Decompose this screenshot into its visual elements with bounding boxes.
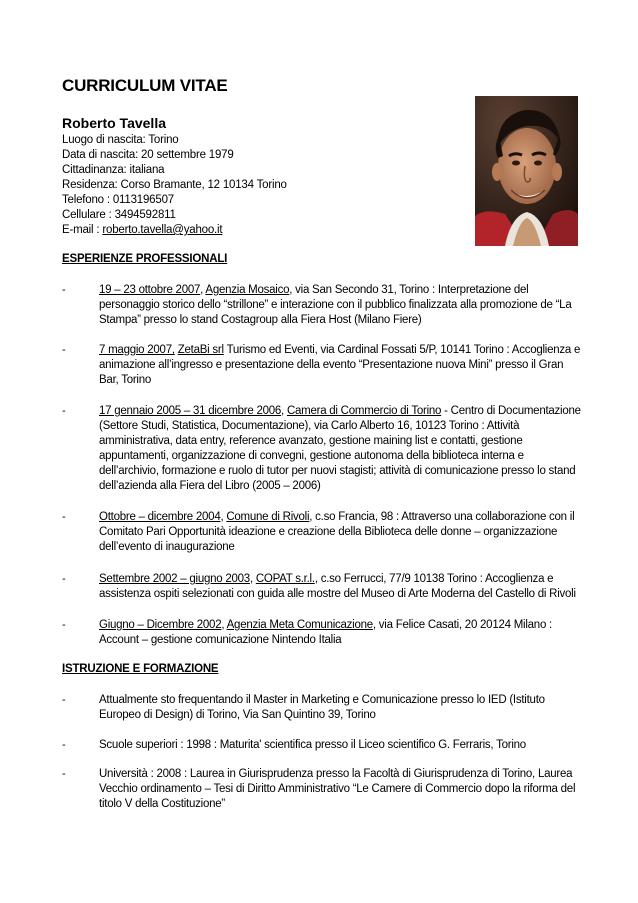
experience-description: , via Felice Casati, 20 20124 Milano : Account – gestione comunicazione Nintendo Italia bbox=[99, 619, 552, 646]
bullet-dash: - bbox=[62, 405, 66, 417]
education-description: Scuole superiori : 1998 : Maturita' scientifica presso il Liceo scientifico G. Ferraris, Torino bbox=[99, 739, 526, 751]
experience-date: 7 maggio 2007, bbox=[99, 344, 175, 356]
experience-description: , c.so Francia, 98 : Attraverso una collaborazione con il Comitato Pari Opportunità ideazione e creazione della Biblioteca delle donne – organizzazione dell’evento di inaugurazione bbox=[99, 511, 575, 553]
separator: , bbox=[221, 619, 227, 631]
bullet-dash: - bbox=[62, 694, 66, 706]
mobile: Cellulare : 3494592811 bbox=[62, 209, 176, 221]
experience-description: , c.so Ferrucci, 77/9 10138 Torino : Accoglienza e assistenza ospiti selezionati con guida alle mostre del Museo di Arte Moderna del Castello di Rivoli bbox=[99, 573, 576, 600]
email-line bbox=[62, 223, 287, 238]
email-link[interactable]: roberto.tavella@yahoo.it bbox=[102, 224, 223, 236]
portrait-image bbox=[475, 96, 578, 246]
education-list bbox=[62, 767, 582, 812]
education-description: Attualmente sto frequentando il Master in Marketing e Comunicazione presso lo IED (Istituto Europeo di Design) di Torino, Via San Quintino 39, Torino bbox=[99, 694, 545, 721]
experience-org: ZetaBi srl bbox=[177, 344, 224, 356]
experience-org: Agenzia Mosaico bbox=[205, 284, 290, 296]
experience-org: Agenzia Meta Comunicazione bbox=[226, 619, 373, 631]
document-title: CURRICULUM VITAE bbox=[62, 76, 228, 95]
experience-heading: ESPERIENZE PROFESSIONALI bbox=[62, 253, 228, 265]
birthplace: Luogo di nascita: Torino bbox=[62, 134, 179, 146]
experience-description: - Centro di Documentazione (Settore Studi, Statistica, Documentazione), via Carlo Alberto 16, 10123 Torino : Attività amministrativa, data entry, reference avanzato, gestione maining list e contatti, gestione appuntamenti, organizzazione di convegni, gestione autonoma della biblioteca interna e dell’archivio, formazione e ruolo di tutor per nuovi stagisti; attività di comunicazione presso lo stand dell’azienda alla Fiera del Libro (2005 – 2006) bbox=[99, 405, 581, 492]
bullet-dash: - bbox=[62, 284, 66, 296]
experience-description: Turismo ed Eventi, via Cardinal Fossati 5/P, 10141 Torino : Accoglienza e animazione all’ingresso e presentazione della evento “Presentazione nuova Mini” presso il Gran Bar, Torino bbox=[99, 344, 581, 386]
experience-list bbox=[62, 572, 582, 602]
education-description: Università : 2008 : Laurea in Giurisprudenza presso la Facoltà di Giurisprudenza di Torino, Laurea Vecchio ordinamento – Tesi di Diritto Amministrativo “Le Camere di Commercio dopo la riforma del titolo V della Costituzione” bbox=[99, 768, 576, 810]
experience-item bbox=[62, 572, 582, 602]
phone: Telefono : 0113196507 bbox=[62, 194, 174, 206]
experience-item bbox=[62, 343, 582, 388]
experience-item bbox=[62, 404, 582, 494]
separator: , bbox=[281, 405, 287, 417]
experience-date: 17 gennaio 2005 – 31 dicembre 2006 bbox=[99, 405, 282, 417]
education-item bbox=[62, 767, 582, 812]
experience-item bbox=[62, 618, 582, 648]
person-name: Roberto Tavella bbox=[62, 115, 166, 131]
birthdate: Data di nascita: 20 settembre 1979 bbox=[62, 149, 234, 161]
residence: Residenza: Corso Bramante, 12 10134 Torino bbox=[62, 179, 287, 191]
bullet-dash: - bbox=[62, 739, 66, 751]
experience-description: , via San Secondo 31, Torino : Interpretazione del personaggio storico dello “strillone” e interazione con il pubblico finalizzata alla promozione de “La Stampa” presso lo stand Costagroup alla Fiera Host (Milano Fiere) bbox=[99, 284, 572, 326]
education-item bbox=[62, 693, 582, 723]
experience-org: COPAT s.r.l. bbox=[255, 573, 315, 585]
experience-list bbox=[62, 510, 582, 555]
education-heading: ISTRUZIONE E FORMAZIONE bbox=[62, 663, 219, 675]
education-list bbox=[62, 738, 582, 753]
email-label: E-mail : bbox=[62, 224, 103, 236]
bullet-dash: - bbox=[62, 344, 66, 356]
experience-date: Ottobre – dicembre 2004 bbox=[99, 511, 221, 523]
profile-photo bbox=[475, 96, 578, 246]
education-list bbox=[62, 693, 582, 723]
education-item bbox=[62, 738, 582, 753]
experience-item bbox=[62, 283, 582, 328]
experience-org: Comune di Rivoli bbox=[226, 511, 310, 523]
bullet-dash: - bbox=[62, 573, 66, 585]
bullet-dash: - bbox=[62, 619, 66, 631]
citizenship: Cittadinanza: italiana bbox=[62, 164, 165, 176]
personal-info bbox=[62, 133, 287, 238]
experience-date: Giugno – Dicembre 2002 bbox=[99, 619, 222, 631]
experience-item bbox=[62, 510, 582, 555]
separator: , bbox=[220, 511, 227, 523]
experience-list bbox=[62, 283, 582, 328]
experience-date: Settembre 2002 – giugno 2003 bbox=[99, 573, 250, 585]
separator: , bbox=[249, 573, 256, 585]
experience-list bbox=[62, 404, 582, 494]
bullet-dash: - bbox=[62, 768, 66, 780]
experience-list bbox=[62, 618, 582, 648]
experience-list bbox=[62, 343, 582, 388]
bullet-dash: - bbox=[62, 511, 66, 523]
experience-org: Camera di Commercio di Torino bbox=[286, 405, 442, 417]
separator: , bbox=[200, 284, 206, 296]
experience-date: 19 – 23 ottobre 2007 bbox=[99, 284, 201, 296]
